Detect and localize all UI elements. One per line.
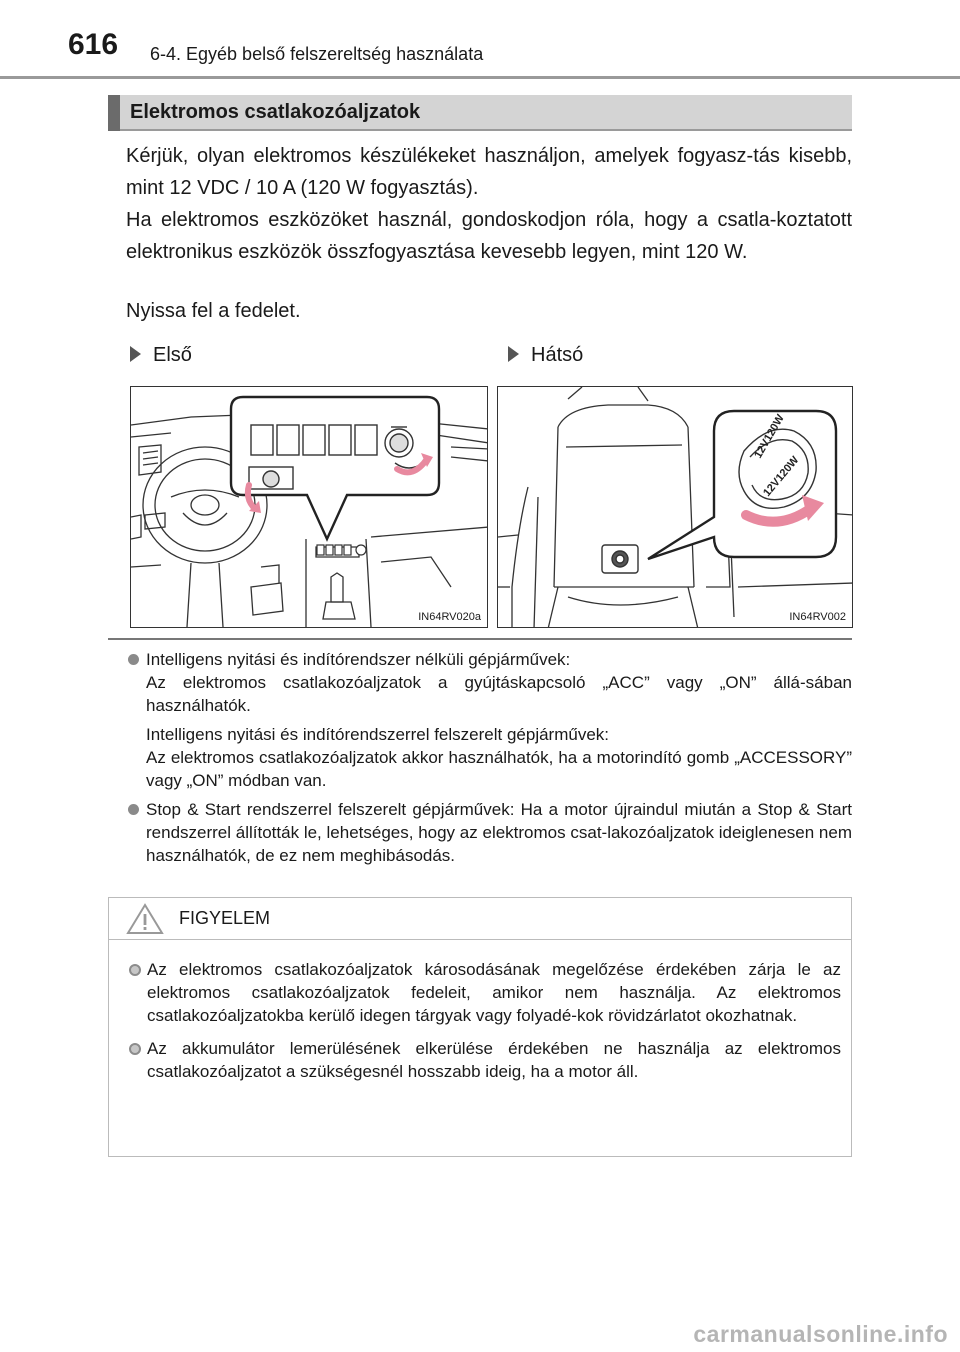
triangle-bullet-icon <box>130 346 141 362</box>
bullet-dot-icon <box>128 654 139 665</box>
note-item <box>128 648 852 792</box>
section-accent <box>108 95 120 131</box>
note-text: Stop & Start rendszerrel felszerelt gépjárművek: Ha a motor újraindul miután a Stop & Start rendszerrel állították le, lehetséges, hogy az elektromos csat-lakozóaljzatok ideiglenesen nem használhatók, de ez nem meghibásodás. <box>146 800 852 865</box>
page-header <box>0 0 960 80</box>
header-rule <box>0 76 960 79</box>
warning-header <box>109 898 851 940</box>
bullet-dot-icon <box>129 964 141 976</box>
figure-rear-label <box>508 344 583 367</box>
section-title-bar <box>108 95 852 131</box>
rear-console-illustration <box>498 387 853 628</box>
note-line: Intelligens nyitási és indítórendszer nélküli gépjárművek: <box>146 650 571 669</box>
intro-text <box>126 140 852 268</box>
figure-front-label <box>130 344 192 367</box>
note-item <box>128 798 852 867</box>
warning-item <box>129 958 841 1027</box>
rear-cap-text-1: 12V120W <box>752 412 787 461</box>
page-number: 616 <box>68 28 119 61</box>
figure-rear-label-text: Hátsó <box>531 344 584 366</box>
intro-paragraph-2: Ha elektromos eszközöket használ, gondoskodjon róla, hogy a csatla-koztatott elektronikus eszközök összfogyasztása kevesebb legyen, mint 120 W. <box>126 209 852 263</box>
note-line: Az elektromos csatlakozóaljzatok akkor használhatók, ha a motorindító gomb „ACCESSORY” vagy „ON” módban van. <box>146 748 852 790</box>
bullet-dot-icon <box>128 804 139 815</box>
triangle-bullet-icon <box>508 346 519 362</box>
warning-item-text: Az akkumulátor lemerülésének elkerülése érdekében ne használja az elektromos csatlakozóaljzatot a szükségesnél hosszabb ideig, ha a motor áll. <box>147 1039 841 1081</box>
figure-front-code: IN64RV020a <box>418 611 481 623</box>
warning-box <box>108 897 852 1157</box>
notes-list <box>128 648 852 871</box>
note-line: Intelligens nyitási és indítórendszerrel felszerelt gépjárművek: <box>146 725 610 744</box>
watermark: carmanualsonline.info <box>693 1321 948 1347</box>
figure-front-illustration <box>130 386 488 628</box>
figure-rear-illustration <box>497 386 853 628</box>
intro-paragraph-1: Kérjük, olyan elektromos készülékeket használjon, amelyek fogyasz-tás kisebb, mint 12 VDC / 10 A (120 W fogyasztás). <box>126 145 852 199</box>
figure-rear-code: IN64RV002 <box>789 611 846 623</box>
section-title: Elektromos csatlakozóaljzatok <box>130 101 421 123</box>
bullet-dot-icon <box>129 1043 141 1055</box>
warning-title: FIGYELEM <box>179 908 271 928</box>
open-lid-instruction: Nyissa fel a fedelet. <box>126 300 301 322</box>
section-divider <box>108 638 852 640</box>
rear-cap-text-2: 12V120W <box>761 454 802 499</box>
note-line: Az elektromos csatlakozóaljzatok a gyújtáskapcsoló „ACC” vagy „ON” állá-sában használhatók. <box>146 673 852 715</box>
figure-front-label-text: Első <box>153 344 192 366</box>
dashboard-illustration <box>131 387 488 628</box>
chapter-title: 6-4. Egyéb belső felszereltség használata <box>150 44 484 64</box>
warning-body <box>129 958 841 1093</box>
warning-item <box>129 1037 841 1083</box>
note-text <box>146 648 852 792</box>
warning-triangle-icon <box>125 902 165 936</box>
warning-item-text: Az elektromos csatlakozóaljzatok károsodásának megelőzése érdekében zárja le az elektromos csatlakozóaljzatok fedeleit, amikor nem használja. Az elektromos csatlakozóaljzatokba kerülő idegen tárgyak vagy folyadé-kok rövidzárlatot okozhatnak. <box>147 960 841 1025</box>
